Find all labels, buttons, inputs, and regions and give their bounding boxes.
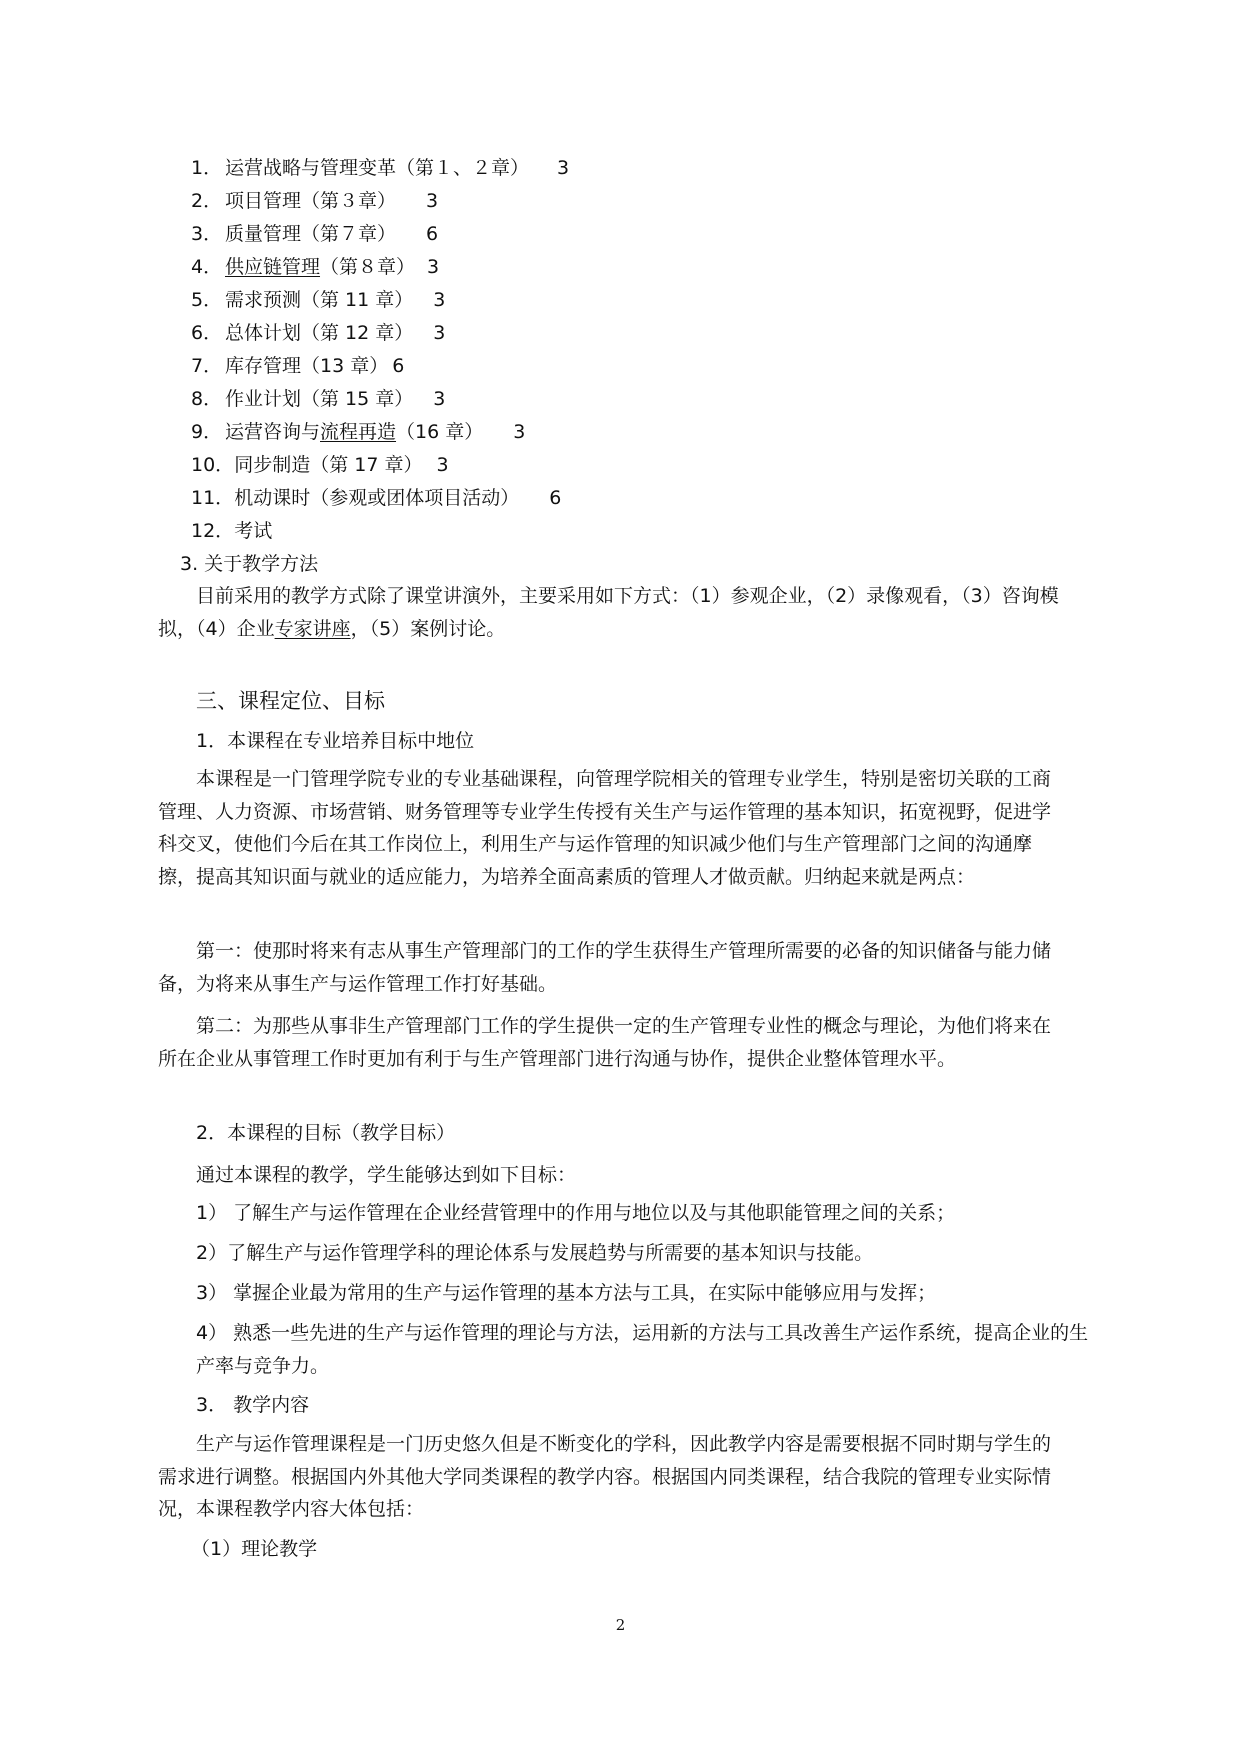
list-item: 11．机动课时（参观或团体项目活动） 6	[191, 487, 562, 509]
underlined-term: 供应链管理	[225, 256, 321, 278]
list-item: 9． 运营咨询与流程再造（16 章） 3	[191, 421, 526, 443]
list-item: 3． 质量管理（第７章） 6	[191, 223, 439, 245]
paragraph: 第二：为那些从事非生产管理部门工作的学生提供一定的生产管理专业性的概念与理论，为他们将来在所在企业从事管理工作时更加有利于与生产管理部门进行沟通与协作，提供企业整体管理水平。	[158, 1015, 1052, 1070]
list-item: 7． 库存管理（13 章） 6	[191, 355, 405, 377]
underlined-term: 专家讲座	[274, 617, 351, 640]
paragraph: 通过本课程的教学，学生能够达到如下目标：	[196, 1164, 577, 1186]
goal-item: 3） 掌握企业最为常用的生产与运作管理的基本方法与工具，在实际中能够应用与发挥；	[196, 1282, 937, 1304]
method-paragraph: 目前采用的教学方式除了课堂讲演外，主要采用如下方式：（1）参观企业，（2）录像观看，（3）咨询模拟，（4）企业专家讲座，（5）案例讨论。	[158, 585, 1059, 640]
paragraph: 生产与运作管理课程是一门历史悠久但是不断变化的学科，因此教学内容是需要根据不同时期与学生的需求进行调整。根据国内外其他大学同类课程的教学内容。根据国内同类课程，结合我院的管理专业实际情况，本课程教学内容大体包括：	[158, 1433, 1052, 1520]
list-item: 10．同步制造（第 17 章） 3	[191, 454, 449, 476]
list-item: 8． 作业计划（第 15 章） 3	[191, 388, 446, 410]
subsection-heading: 3． 教学内容	[196, 1394, 310, 1416]
goal-item: 2）了解生产与运作管理学科的理论体系与发展趋势与所需要的基本知识与技能。	[196, 1242, 874, 1264]
underlined-term: 流程再造	[320, 421, 397, 443]
page-number: 2	[615, 1616, 626, 1634]
method-heading: 3. 关于教学方法	[180, 553, 319, 575]
paragraph: 本课程是一门管理学院专业的专业基础课程，向管理学院相关的管理专业学生，特别是密切关联的工商管理、人力资源、市场营销、财务管理等专业学生传授有关生产与运作管理的基本知识，拓宽视野，促进学科交叉，使他们今后在其工作岗位上，利用生产与运作管理的知识减少他们与生产管理部门之间的沟通摩擦，提高其知识面与就业的适应能力，为培养全面高素质的管理人才做贡献。归纳起来就是两点：	[158, 768, 1052, 888]
paragraph: 第一：使那时将来有志从事生产管理部门的工作的学生获得生产管理所需要的必备的知识储备与能力储备，为将来从事生产与运作管理工作打好基础。	[158, 940, 1052, 995]
list-item: 4． 供应链管理（第８章） 3	[191, 256, 440, 278]
subsection-heading: （1）理论教学	[191, 1538, 318, 1560]
subsection-heading: 1．本课程在专业培养目标中地位	[196, 730, 475, 752]
subsection-heading: 2．本课程的目标（教学目标）	[196, 1122, 456, 1144]
list-item: 1． 运营战略与管理变革（第１、２章） 3	[191, 157, 570, 179]
section-title: 三、课程定位、目标	[196, 689, 385, 713]
list-item: 2． 项目管理（第３章） 3	[191, 190, 439, 212]
goal-item: 4） 熟悉一些先进的生产与运作管理的理论与方法，运用新的方法与工具改善生产运作系统，提高企业的生产率与竞争力。	[196, 1322, 1089, 1377]
list-item: 6． 总体计划（第 12 章） 3	[191, 322, 446, 344]
list-item: 5． 需求预测（第 11 章） 3	[191, 289, 446, 311]
goal-item: 1） 了解生产与运作管理在企业经营管理中的作用与地位以及与其他职能管理之间的关系；	[196, 1202, 956, 1224]
list-item: 12．考试	[191, 520, 273, 542]
